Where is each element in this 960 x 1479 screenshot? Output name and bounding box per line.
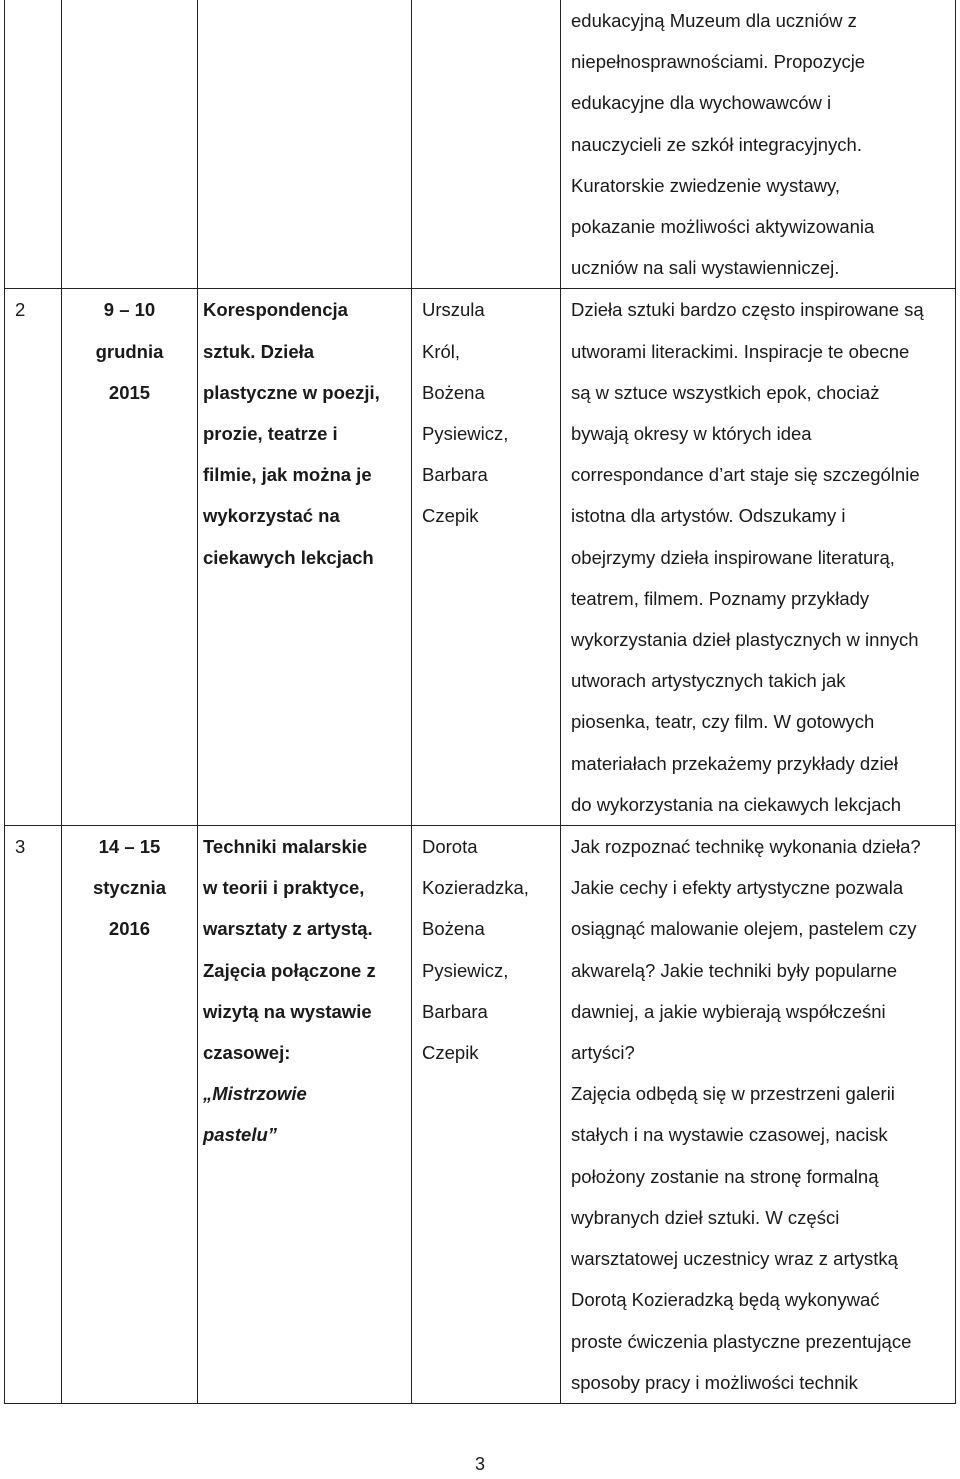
- topic-line: wykorzystać na: [203, 505, 340, 527]
- continuation-date-cell: [62, 0, 198, 289]
- topic-line: plastyczne w poezji,: [203, 381, 380, 403]
- description-line: do wykorzystania na ciekawych lekcjach: [571, 793, 902, 815]
- description-line: wykorzystania dzieł plastycznych w innych: [571, 629, 919, 651]
- description-line: Jakie cechy i efekty artystyczne pozwala: [571, 877, 904, 899]
- topic-line: Zajęcia połączone z: [203, 959, 376, 981]
- description-line: Dzieła sztuki bardzo często inspirowane są: [571, 299, 924, 321]
- description-line: obejrzymy dzieła inspirowane literaturą,: [571, 546, 895, 568]
- description-line: Kuratorskie zwiedzenie wystawy,: [571, 174, 841, 196]
- table-row: [5, 826, 956, 1404]
- description-line: akwarelą? Jakie techniki były popularne: [571, 959, 897, 981]
- description-line: pokazanie możliwości aktywizowania: [571, 216, 875, 238]
- topic-line: „Mistrzowie: [203, 1083, 307, 1105]
- description-line: edukacyjne dla wychowawców i: [571, 92, 832, 114]
- leader-cell: [412, 826, 561, 1404]
- leader-line: Barbara: [422, 1000, 488, 1022]
- description-line: teatrem, filmem. Poznamy przykłady: [571, 587, 870, 609]
- description-line: dawniej, a jakie wybierają współcześni: [571, 1000, 886, 1022]
- description-line: Zajęcia odbędą się w przestrzeni galerii: [571, 1083, 895, 1105]
- page-number: 3: [474, 1454, 485, 1474]
- description-line: stałych i na wystawie czasowej, nacisk: [571, 1124, 888, 1146]
- leader-line: Pysiewicz,: [422, 959, 509, 981]
- topic-line: wizytą na wystawie: [203, 1000, 372, 1022]
- description-line: nauczycieli ze szkół integracyjnych.: [571, 133, 862, 155]
- leader-cell: [412, 289, 561, 826]
- continuation-leader-cell: [412, 0, 561, 289]
- leader-line: Pysiewicz,: [422, 423, 509, 445]
- description-line: bywają okresy w których idea: [571, 423, 812, 445]
- schedule-table: [4, 0, 956, 1404]
- description-cell: [561, 826, 956, 1404]
- description-line: utworach artystycznych takich jak: [571, 670, 846, 692]
- description-line: Dorotą Kozieradzką będą wykonywać: [571, 1289, 880, 1311]
- topic-line: warsztaty z artystą.: [203, 918, 373, 940]
- date-cell: [62, 826, 198, 1404]
- description-line: położony zostanie na stronę formalną: [571, 1165, 879, 1187]
- description-line: Jak rozpoznać technikę wykonania dzieła?: [571, 836, 921, 858]
- topic-line: w teorii i praktyce,: [203, 877, 365, 899]
- leader-line: Bożena: [422, 381, 485, 403]
- topic-line: ciekawych lekcjach: [203, 546, 374, 568]
- date-line: 2015: [108, 381, 151, 403]
- description-line: materiałach przekażemy przykłady dzieł: [571, 752, 898, 774]
- date-line: 2016: [108, 918, 151, 940]
- date-line: stycznia: [92, 877, 166, 899]
- description-line: edukacyjną Muzeum dla uczniów z: [571, 10, 857, 31]
- description-cell: [561, 289, 956, 826]
- description-line: sposoby pracy i możliwości technik: [571, 1371, 858, 1393]
- description-line: correspondance d’art staje się szczególnie: [571, 464, 920, 486]
- description-line: istotna dla artystów. Odszukamy i: [571, 505, 846, 527]
- description-line: piosenka, teatr, czy film. W gotowych: [571, 711, 875, 733]
- topic-cell: [198, 289, 412, 826]
- schedule-table-body: [5, 0, 956, 1403]
- description-line: są w sztuce wszystkich epok, chociaż: [571, 381, 880, 403]
- topic-line: Techniki malarskie: [203, 836, 368, 858]
- description-line: osiągnąć malowanie olejem, pastelem czy: [571, 918, 917, 940]
- topic-line: czasowej:: [203, 1042, 291, 1064]
- topic-line: Korespondencja: [203, 299, 348, 321]
- leader-line: Barbara: [422, 464, 488, 486]
- topic-line: filmie, jak można je: [203, 464, 372, 486]
- row-number-cell: [5, 289, 62, 826]
- leader-line: Urszula: [422, 299, 485, 321]
- description-line: artyści?: [571, 1042, 635, 1064]
- description-line: niepełnosprawnościami. Propozycje: [571, 51, 866, 73]
- date-line: 14 – 15: [98, 836, 161, 858]
- date-line: grudnia: [95, 340, 164, 362]
- date-line: 9 – 10: [103, 299, 156, 321]
- leader-line: Dorota: [422, 836, 478, 858]
- table-row: [5, 289, 956, 826]
- continuation-row: [5, 0, 956, 289]
- leader-line: Czepik: [422, 505, 479, 527]
- continuation-description-cell: [561, 0, 956, 289]
- row-number: 3: [15, 836, 26, 858]
- description-line: utworami literackimi. Inspiracje te obecne: [571, 340, 910, 362]
- description-line: proste ćwiczenia plastyczne prezentujące: [571, 1330, 912, 1352]
- description-line: wybranych dzieł sztuki. W części: [571, 1206, 840, 1228]
- date-cell: [62, 289, 198, 826]
- continuation-title-cell: [198, 0, 412, 289]
- leader-line: Czepik: [422, 1042, 479, 1064]
- leader-line: Kozieradzka,: [422, 877, 529, 899]
- topic-line: prozie, teatrze i: [203, 423, 338, 445]
- leader-line: Bożena: [422, 918, 485, 940]
- continuation-number-cell: [5, 0, 62, 289]
- row-number-cell: [5, 826, 62, 1404]
- description-line: warsztatowej uczestnicy wraz z artystką: [571, 1248, 898, 1270]
- topic-line: pastelu”: [203, 1124, 278, 1146]
- topic-line: sztuk. Dzieła: [203, 340, 315, 362]
- row-number: 2: [15, 299, 26, 321]
- description-line: uczniów na sali wystawienniczej.: [571, 257, 840, 279]
- leader-line: Król,: [422, 340, 461, 362]
- topic-cell: [198, 826, 412, 1404]
